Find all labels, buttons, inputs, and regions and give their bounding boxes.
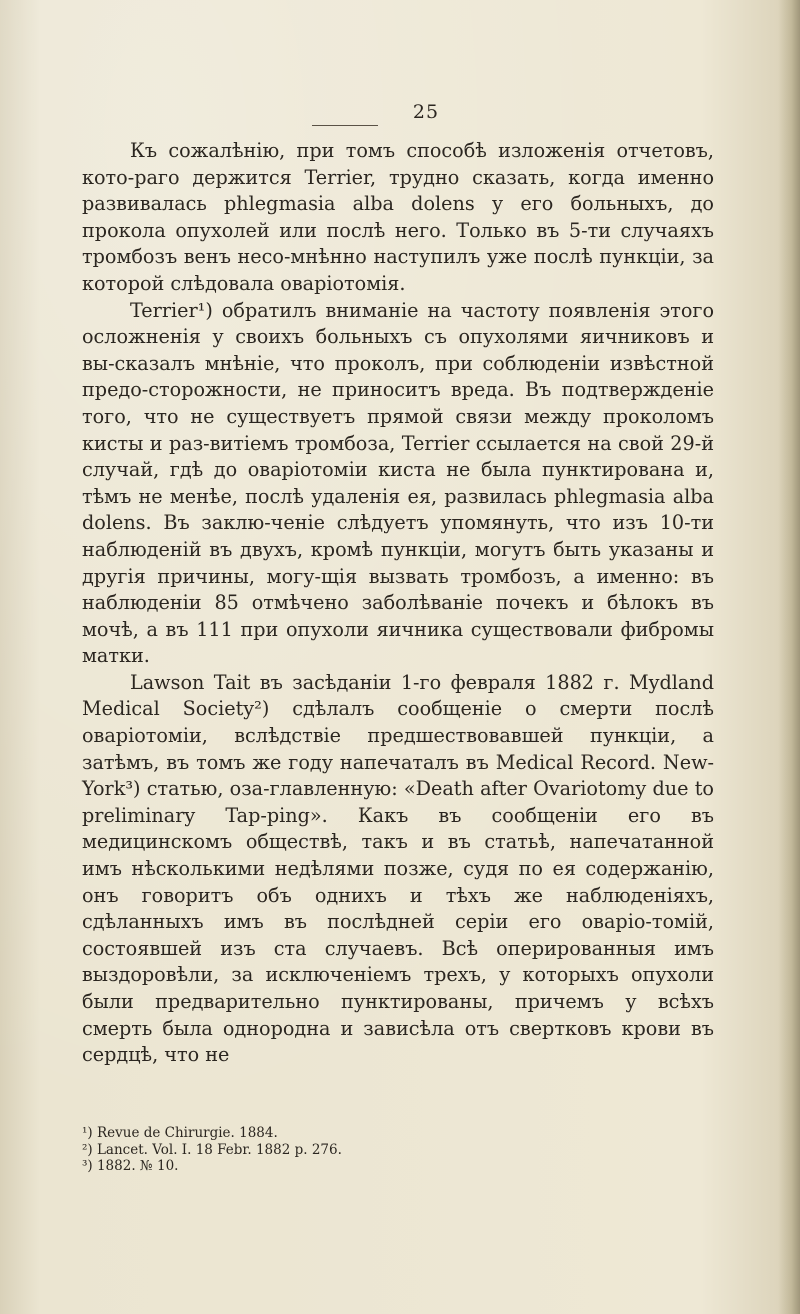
footnote: ²) Lancet. Vol. I. 18 Febr. 1882 p. 276. <box>82 1141 342 1158</box>
main-text <box>82 138 714 1069</box>
footnotes <box>82 1125 682 1175</box>
paragraph: Lawson Tait въ засѣданіи 1-го февраля 1882 г. Mydland Medical Society²) сдѣлалъ сообщеніе о смерти послѣ оваріотоміи, вслѣдствіе предшествовавшей пункціи, а затѣмъ, въ томъ же году напечаталъ въ Medical Record. New-York³) статью, оза-главленную: «Death after Ovariotomy due to preliminary Tap-ping». Какъ въ сообщеніи его въ медицинскомъ обществѣ, такъ и въ статьѣ, напечатанной имъ нѣсколькими недѣлями позже, судя по ея содержанію, онъ говоритъ объ однихъ и тѣхъ же наблюденіяхъ, сдѣланныхъ имъ въ послѣдней серіи его оваріо-томій, состоявшей изъ ста случаевъ. Всѣ оперированныя имъ выздоровѣли, за исключеніемъ трехъ, у которыхъ опухоли были предварительно пунктированы, причемъ у всѣхъ смерть была однородна и зависѣла отъ свертковъ крови въ сердцѣ, что не <box>82 670 714 1067</box>
page-number-text: 25 <box>412 101 440 123</box>
footnote: ³) 1882. № 10. <box>82 1158 179 1174</box>
page-number-underline <box>312 125 378 126</box>
footnote: ¹) Revue de Chirurgie. 1884. <box>82 1125 278 1141</box>
paragraph: Terrier¹) обратилъ вниманіе на частоту появленія этого осложненія у своихъ больныхъ съ опухолями яичниковъ и вы-сказалъ мнѣніе, что проколъ, при соблюденіи извѣстной предо-сторожности, не приноситъ вреда. Въ подтвержденіе того, что не существуетъ прямой связи между проколомъ кисты и раз-витіемъ тромбоза, Terrier ссылается на свой 29-й случай, гдѣ до оваріотоміи киста не была пунктирована и, тѣмъ не менѣе, послѣ удаленія ея, развилась phlegmasia alba dolens. Въ заклю-ченіе слѣдуетъ упомянуть, что изъ 10-ти наблюденій въ двухъ, кромѣ пункціи, могутъ быть указаны и другія причины, могу-щія вызвать тромбозъ, а именно: въ наблюденіи 85 отмѣчено заболѣваніе почекъ и бѣлокъ въ мочѣ, а въ 111 при опухоли яичника существовали фибромы матки. <box>82 298 714 668</box>
paragraph: Къ сожалѣнію, при томъ способѣ изложенія отчетовъ, кото-раго держится Terrier, трудно сказать, когда именно развивалась phlegmasia alba dolens у его больныхъ, до прокола опухолей или послѣ него. Только въ 5-ти случаяхъ тромбозъ венъ несо-мнѣнно наступилъ уже послѣ пункціи, за которой слѣдовала оваріотомія. <box>82 139 714 295</box>
page-edge-shadow <box>778 0 800 1314</box>
page-number <box>0 101 800 123</box>
